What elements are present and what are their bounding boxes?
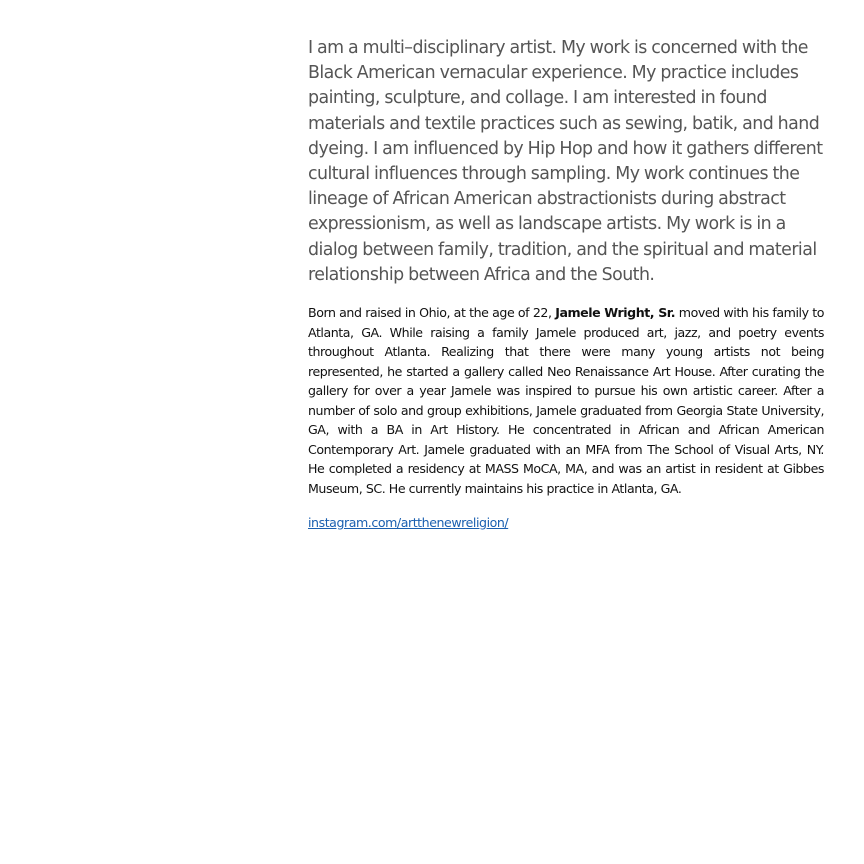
statement-line: expressionism, as well as landscape artists. My work is in a — [308, 214, 786, 235]
bio-intro: Born and raised in Ohio, at the age of 22, — [308, 305, 556, 321]
statement-line: dyeing. I am influenced by Hip Hop and how it gathers different — [308, 138, 823, 159]
statement-line: lineage of African American abstractionists during abstract — [308, 189, 786, 210]
artist-statement — [308, 36, 824, 288]
statement-line: materials and textile practices such as sewing, batik, and hand — [308, 113, 820, 134]
artist-info — [308, 36, 824, 532]
bio-body: moved with his family to Atlanta, GA. While raising a family Jamele produced art, jazz, and poetry events throughout Atlanta. Realizing that there were many young artists not being represented, he started a gallery called Neo Renaissance Art House. After curating the gallery for over a year Jamele was inspired to pursue his own artistic career. After a number of solo and group exhibitions, Jamele graduated from Georgia State University, GA, with a BA in Art History. He concentrated in African and African American Contemporary Art. Jamele graduated with an MFA from The School of Visual Arts, NY. He completed a residency at MASS MoCA, MA, and was an artist in resident at Gibbes Museum, SC. He currently maintains his practice in Atlanta, GA. — [308, 305, 824, 496]
instagram-link[interactable]: instagram.com/artthenewreligion/ — [308, 515, 509, 531]
statement-line: I am a multi–disciplinary artist. My work is concerned with the — [308, 38, 808, 58]
statement-line: dialog between family, tradition, and the spiritual and material — [308, 239, 817, 260]
artist-name: Jamele Wright, Sr. — [555, 305, 676, 321]
statement-line: painting, sculpture, and collage. I am interested in found — [308, 88, 767, 109]
artist-bio — [308, 303, 824, 498]
statement-line: cultural influences through sampling. My work continues the — [308, 164, 800, 185]
statement-line: Black American vernacular experience. My practice includes — [308, 63, 799, 84]
statement-line: relationship between Africa and the South. — [308, 264, 655, 285]
